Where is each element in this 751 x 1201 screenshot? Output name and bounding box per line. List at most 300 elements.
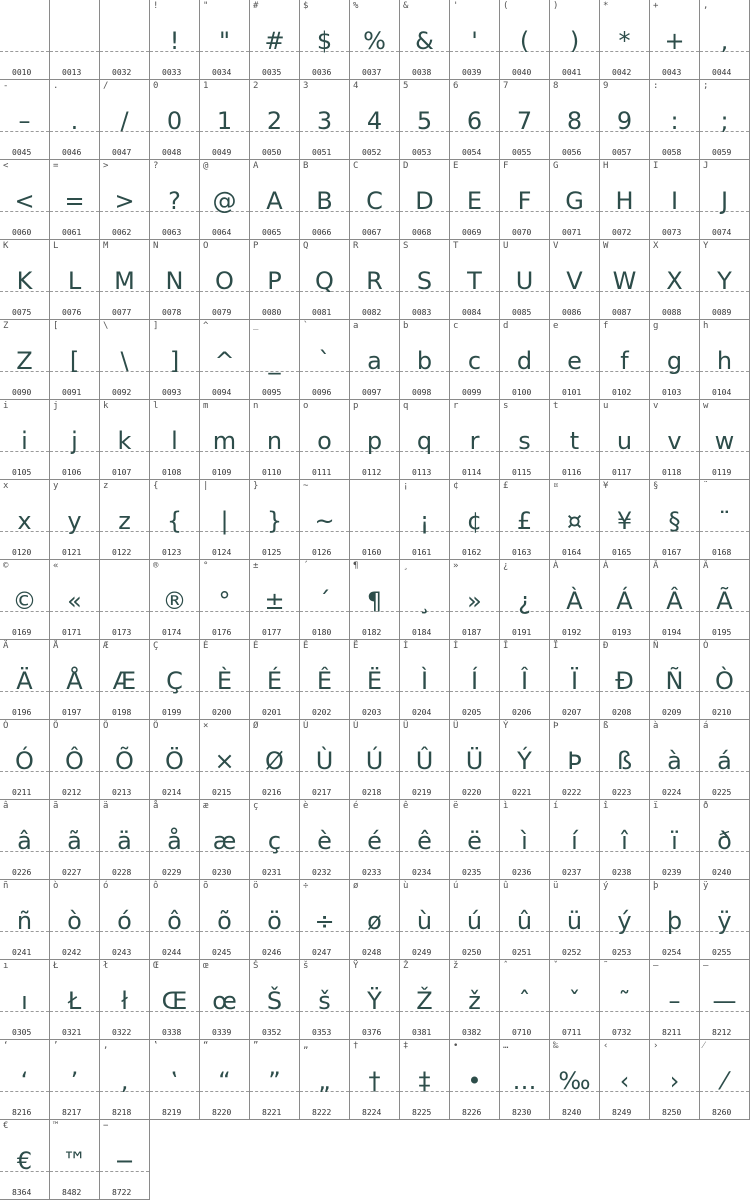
- glyph-cell: [50, 960, 100, 1040]
- glyph-sample: ›: [669, 1067, 680, 1095]
- glyph-code: 0105: [12, 468, 32, 477]
- glyph-sample: Õ: [115, 747, 134, 775]
- glyph-sample: €: [16, 1147, 33, 1175]
- glyph-code: 0061: [62, 228, 82, 237]
- glyph-sample: ¨: [718, 507, 731, 535]
- glyph-cell: [250, 240, 300, 320]
- glyph-sample: É: [266, 667, 283, 695]
- glyph-cell: [50, 880, 100, 960]
- glyph-label: ¸: [403, 561, 409, 571]
- glyph-cell: [400, 160, 450, 240]
- glyph-code: 0305: [12, 1028, 32, 1037]
- glyph-cell: [0, 960, 50, 1040]
- glyph-cell: [250, 480, 300, 560]
- glyph-sample: ‡: [418, 1067, 431, 1095]
- glyph-sample: ©: [12, 587, 37, 615]
- glyph-cell: [300, 880, 350, 960]
- glyph-code: 0243: [112, 948, 132, 957]
- glyph-code: 0112: [362, 468, 382, 477]
- glyph-label: ›: [653, 1041, 659, 1051]
- glyph-label: F: [503, 161, 509, 171]
- glyph-code: 0108: [162, 468, 182, 477]
- glyph-label: Ë: [353, 641, 359, 651]
- glyph-sample: ı: [21, 987, 28, 1015]
- glyph-cell: [500, 320, 550, 400]
- glyph-cell: [50, 800, 100, 880]
- glyph-code: 0321: [62, 1028, 82, 1037]
- glyph-cell: [300, 160, 350, 240]
- glyph-sample: ž: [468, 987, 481, 1015]
- glyph-code: 0339: [212, 1028, 232, 1037]
- glyph-sample: –: [18, 107, 31, 135]
- glyph-label: Q: [303, 241, 309, 251]
- glyph-code: 0074: [712, 228, 732, 237]
- glyph-label: ø: [353, 881, 359, 891]
- glyph-cell: [500, 560, 550, 640]
- glyph-cell: [50, 0, 100, 80]
- glyph-cell: [600, 800, 650, 880]
- glyph-label: €: [3, 1121, 9, 1131]
- glyph-code: 0177: [262, 628, 282, 637]
- glyph-cell: [650, 560, 700, 640]
- glyph-sample: 0: [166, 107, 183, 135]
- glyph-sample: e: [567, 347, 582, 375]
- glyph-sample: ~: [314, 507, 335, 535]
- glyph-code: 0083: [412, 308, 432, 317]
- glyph-code: 0035: [262, 68, 282, 77]
- glyph-cell: [550, 800, 600, 880]
- glyph-label: X: [653, 241, 659, 251]
- glyph-cell: [250, 1040, 300, 1120]
- glyph-code: 0093: [162, 388, 182, 397]
- glyph-label: d: [503, 321, 509, 331]
- glyph-code: 0040: [512, 68, 532, 77]
- glyph-code: 0055: [512, 148, 532, 157]
- glyph-cell: [700, 480, 750, 560]
- glyph-label: ×: [203, 721, 209, 731]
- glyph-code: 0073: [662, 228, 682, 237]
- glyph-label: H: [603, 161, 609, 171]
- glyph-cell: [50, 1040, 100, 1120]
- glyph-cell: [650, 240, 700, 320]
- glyph-code: 0182: [362, 628, 382, 637]
- glyph-sample: ®: [162, 587, 187, 615]
- glyph-label: ~: [303, 481, 309, 491]
- glyph-code: 8216: [12, 1108, 32, 1117]
- glyph-sample: k: [117, 427, 132, 455]
- glyph-code: 0099: [462, 388, 482, 397]
- glyph-code: 0057: [612, 148, 632, 157]
- glyph-cell: [100, 560, 150, 640]
- glyph-cell: [350, 400, 400, 480]
- glyph-label: œ: [203, 961, 209, 971]
- glyph-cell: [100, 0, 150, 80]
- glyph-cell: [550, 880, 600, 960]
- glyph-sample: i: [21, 427, 28, 455]
- glyph-sample: Ë: [366, 667, 383, 695]
- glyph-cell: [600, 80, 650, 160]
- glyph-code: 0161: [412, 548, 432, 557]
- glyph-sample: î: [621, 827, 628, 855]
- glyph-label: e: [553, 321, 559, 331]
- glyph-sample: p: [366, 427, 383, 455]
- glyph-sample: Ì: [420, 667, 429, 695]
- glyph-code: 0248: [362, 948, 382, 957]
- glyph-label: S: [403, 241, 409, 251]
- glyph-label: c: [453, 321, 459, 331]
- glyph-sample: Œ: [161, 987, 188, 1015]
- glyph-sample: ë: [467, 827, 482, 855]
- glyph-label: –: [653, 961, 659, 971]
- glyph-sample: =: [64, 187, 85, 215]
- glyph-code: 0044: [712, 68, 732, 77]
- glyph-code: 0197: [62, 708, 82, 717]
- glyph-code: 0224: [662, 788, 682, 797]
- glyph-cell: [600, 240, 650, 320]
- glyph-code: 0091: [62, 388, 82, 397]
- glyph-cell: [0, 480, 50, 560]
- glyph-cell: [0, 320, 50, 400]
- glyph-sample: è: [317, 827, 332, 855]
- glyph-cell: [350, 720, 400, 800]
- glyph-cell: [600, 1040, 650, 1120]
- glyph-code: 0164: [562, 548, 582, 557]
- glyph-label: 1: [203, 81, 209, 91]
- glyph-label: ': [453, 1, 459, 11]
- glyph-sample: Y: [717, 267, 732, 295]
- glyph-sample: ä: [117, 827, 132, 855]
- glyph-cell: [700, 1040, 750, 1120]
- glyph-code: 0211: [12, 788, 32, 797]
- glyph-sample: Ã: [716, 587, 733, 615]
- glyph-sample: [: [69, 347, 80, 375]
- glyph-label: à: [653, 721, 659, 731]
- glyph-code: 8219: [162, 1108, 182, 1117]
- glyph-label: I: [653, 161, 659, 171]
- glyph-label: %: [353, 1, 359, 11]
- glyph-sample: ˇ: [568, 987, 581, 1015]
- glyph-label: ^: [203, 321, 209, 331]
- glyph-sample: x: [17, 507, 32, 535]
- glyph-code: 0060: [12, 228, 32, 237]
- glyph-code: 0199: [162, 708, 182, 717]
- glyph-code: 0034: [212, 68, 232, 77]
- glyph-code: 0201: [262, 708, 282, 717]
- glyph-code: 0176: [212, 628, 232, 637]
- glyph-label: K: [3, 241, 9, 251]
- glyph-cell: [500, 400, 550, 480]
- glyph-label: -: [3, 81, 9, 91]
- glyph-sample: W: [612, 267, 637, 295]
- glyph-code: 0013: [62, 68, 82, 77]
- glyph-sample: ¥: [616, 507, 633, 535]
- glyph-sample: h: [716, 347, 733, 375]
- glyph-cell: [300, 400, 350, 480]
- glyph-label: z: [103, 481, 109, 491]
- glyph-code: 0218: [362, 788, 382, 797]
- glyph-cell: [450, 800, 500, 880]
- glyph-sample: /: [120, 107, 129, 135]
- glyph-code: 0124: [212, 548, 232, 557]
- glyph-code: 0254: [662, 948, 682, 957]
- glyph-sample: Ü: [465, 747, 484, 775]
- glyph-code: 0322: [112, 1028, 132, 1037]
- glyph-sample: ]: [169, 347, 180, 375]
- glyph-cell: [0, 560, 50, 640]
- glyph-code: 8212: [712, 1028, 732, 1037]
- glyph-label: \: [103, 321, 109, 331]
- glyph-label: ": [203, 1, 209, 11]
- glyph-code: 0113: [412, 468, 432, 477]
- glyph-label: Ó: [3, 721, 9, 731]
- glyph-cell: [50, 1120, 100, 1200]
- glyph-sample: œ: [212, 987, 237, 1015]
- glyph-cell: [250, 720, 300, 800]
- glyph-code: 0236: [512, 868, 532, 877]
- glyph-cell: [200, 240, 250, 320]
- glyph-label: ˆ: [503, 961, 509, 971]
- glyph-cell: [100, 720, 150, 800]
- glyph-cell: [700, 0, 750, 80]
- glyph-label: ã: [53, 801, 59, 811]
- glyph-code: 0231: [262, 868, 282, 877]
- glyph-sample: á: [717, 747, 732, 775]
- glyph-sample: Ù: [315, 747, 334, 775]
- glyph-sample: Æ: [112, 667, 137, 695]
- glyph-code: 0088: [662, 308, 682, 317]
- glyph-cell: [150, 800, 200, 880]
- glyph-code: 0051: [312, 148, 332, 157]
- glyph-cell: [0, 240, 50, 320]
- glyph-sample: «: [67, 587, 82, 615]
- glyph-label: Ê: [303, 641, 309, 651]
- glyph-label: Ÿ: [353, 961, 359, 971]
- glyph-code: 0119: [712, 468, 732, 477]
- glyph-cell: [600, 400, 650, 480]
- glyph-cell: [300, 1040, 350, 1120]
- glyph-code: 0037: [362, 68, 382, 77]
- glyph-sample: 7: [516, 107, 533, 135]
- glyph-sample: Ö: [165, 747, 184, 775]
- glyph-sample: Ç: [166, 667, 183, 695]
- glyph-sample: K: [16, 267, 33, 295]
- glyph-label: Ù: [303, 721, 309, 731]
- glyph-cell: [300, 960, 350, 1040]
- glyph-cell: [450, 320, 500, 400]
- glyph-cell: [600, 640, 650, 720]
- glyph-label: #: [253, 1, 259, 11]
- glyph-code: 0081: [312, 308, 332, 317]
- glyph-cell: [350, 0, 400, 80]
- glyph-sample: õ: [217, 907, 232, 935]
- glyph-cell: [0, 640, 50, 720]
- glyph-sample: >: [114, 187, 135, 215]
- glyph-label: p: [353, 401, 359, 411]
- glyph-sample: ±: [264, 587, 285, 615]
- glyph-label: ë: [453, 801, 459, 811]
- glyph-label: *: [603, 1, 609, 11]
- glyph-cell: [100, 960, 150, 1040]
- glyph-cell: [350, 480, 400, 560]
- glyph-label: ⁄: [703, 1041, 705, 1051]
- glyph-label: ä: [103, 801, 109, 811]
- glyph-code: 0041: [562, 68, 582, 77]
- glyph-sample: Å: [66, 667, 83, 695]
- glyph-code: 0097: [362, 388, 382, 397]
- glyph-cell: [100, 800, 150, 880]
- glyph-cell: [500, 800, 550, 880]
- glyph-code: 0732: [612, 1028, 632, 1037]
- glyph-label: £: [503, 481, 509, 491]
- glyph-label: ì: [503, 801, 509, 811]
- glyph-cell: [100, 240, 150, 320]
- glyph-code: 0207: [562, 708, 582, 717]
- glyph-sample: æ: [212, 827, 237, 855]
- glyph-sample: ˆ: [518, 987, 531, 1015]
- glyph-code: 0191: [512, 628, 532, 637]
- glyph-cell: [300, 480, 350, 560]
- glyph-code: 0246: [262, 948, 282, 957]
- glyph-sample: B: [316, 187, 333, 215]
- glyph-sample: ´: [318, 587, 331, 615]
- glyph-cell: [0, 720, 50, 800]
- glyph-code: 0187: [462, 628, 482, 637]
- glyph-label: Ô: [53, 721, 59, 731]
- glyph-sample: ‹: [619, 1067, 630, 1095]
- glyph-code: 0244: [162, 948, 182, 957]
- glyph-code: 0200: [212, 708, 232, 717]
- glyph-cell: [350, 80, 400, 160]
- glyph-code: 0048: [162, 148, 182, 157]
- glyph-sample: N: [165, 267, 184, 295]
- glyph-code: 8364: [12, 1188, 32, 1197]
- glyph-code: 0710: [512, 1028, 532, 1037]
- glyph-label: 6: [453, 81, 459, 91]
- glyph-label: 8: [553, 81, 559, 91]
- glyph-code: 0084: [462, 308, 482, 317]
- glyph-sample: Ý: [517, 747, 532, 775]
- glyph-code: 0118: [662, 468, 682, 477]
- glyph-sample: ‰: [558, 1067, 591, 1095]
- glyph-cell: [200, 720, 250, 800]
- glyph-cell: [550, 160, 600, 240]
- glyph-cell: [300, 0, 350, 80]
- glyph-sample: ^: [214, 347, 235, 375]
- glyph-code: 8218: [112, 1108, 132, 1117]
- glyph-cell: [450, 720, 500, 800]
- glyph-code: 8226: [462, 1108, 482, 1117]
- glyph-cell: [100, 1120, 150, 1200]
- glyph-code: 0010: [12, 68, 32, 77]
- glyph-cell: [150, 400, 200, 480]
- glyph-code: 0214: [162, 788, 182, 797]
- glyph-code: 0229: [162, 868, 182, 877]
- glyph-label: G: [553, 161, 559, 171]
- glyph-label: Ö: [153, 721, 159, 731]
- glyph-label: õ: [203, 881, 209, 891]
- glyph-code: 0126: [312, 548, 332, 557]
- glyph-code: 0045: [12, 148, 32, 157]
- glyph-label: ‛: [153, 1041, 159, 1051]
- glyph-code: 0059: [712, 148, 732, 157]
- glyph-label: V: [553, 241, 559, 251]
- glyph-cell: [550, 960, 600, 1040]
- glyph-code: 0353: [312, 1028, 332, 1037]
- glyph-code: 0237: [562, 868, 582, 877]
- glyph-code: 0213: [112, 788, 132, 797]
- glyph-cell: [500, 480, 550, 560]
- glyph-code: 0038: [412, 68, 432, 77]
- glyph-label: â: [3, 801, 9, 811]
- glyph-code: 0092: [112, 388, 132, 397]
- glyph-code: 0053: [412, 148, 432, 157]
- glyph-sample: ¤: [566, 507, 583, 535]
- glyph-label: E: [453, 161, 459, 171]
- glyph-code: 0225: [712, 788, 732, 797]
- glyph-code: 0202: [312, 708, 332, 717]
- glyph-cell: [300, 720, 350, 800]
- glyph-sample: E: [466, 187, 483, 215]
- glyph-cell: [150, 160, 200, 240]
- glyph-label: 4: [353, 81, 359, 91]
- glyph-code: 0098: [412, 388, 432, 397]
- glyph-label: É: [253, 641, 259, 651]
- glyph-sample: Ÿ: [367, 987, 382, 1015]
- glyph-cell: [300, 240, 350, 320]
- glyph-cell: [300, 320, 350, 400]
- glyph-cell: [500, 640, 550, 720]
- glyph-code: 0115: [512, 468, 532, 477]
- glyph-label: ”: [253, 1041, 259, 1051]
- glyph-sample: ô: [167, 907, 182, 935]
- glyph-sample: o: [317, 427, 332, 455]
- glyph-cell: [50, 80, 100, 160]
- glyph-cell: [550, 480, 600, 560]
- glyph-cell: [650, 960, 700, 1040]
- glyph-sample: Ä: [16, 667, 33, 695]
- glyph-cell: [400, 400, 450, 480]
- glyph-code: 8222: [312, 1108, 332, 1117]
- glyph-label: n: [253, 401, 259, 411]
- glyph-label: …: [503, 1041, 509, 1051]
- glyph-sample: Ð: [615, 667, 634, 695]
- glyph-label: ;: [703, 81, 709, 91]
- glyph-cell: [0, 400, 50, 480]
- glyph-cell: [550, 1040, 600, 1120]
- glyph-code: 0192: [562, 628, 582, 637]
- glyph-sample: n: [266, 427, 283, 455]
- glyph-sample: ÷: [314, 907, 335, 935]
- glyph-cell: [350, 560, 400, 640]
- glyph-code: 0077: [112, 308, 132, 317]
- glyph-label: ¥: [603, 481, 609, 491]
- glyph-code: 0376: [362, 1028, 382, 1037]
- glyph-label: Ò: [703, 641, 709, 651]
- glyph-code: 0217: [312, 788, 332, 797]
- glyph-code: 0079: [212, 308, 232, 317]
- glyph-cell: [100, 400, 150, 480]
- glyph-sample: ’: [70, 1067, 79, 1095]
- glyph-code: 8230: [512, 1108, 532, 1117]
- glyph-code: 0068: [412, 228, 432, 237]
- glyph-code: 0216: [262, 788, 282, 797]
- glyph-cell: [600, 160, 650, 240]
- glyph-label: ‘: [3, 1041, 9, 1051]
- glyph-cell: [700, 160, 750, 240]
- baseline-guide: [100, 611, 149, 612]
- glyph-code: 0078: [162, 308, 182, 317]
- glyph-cell: [600, 480, 650, 560]
